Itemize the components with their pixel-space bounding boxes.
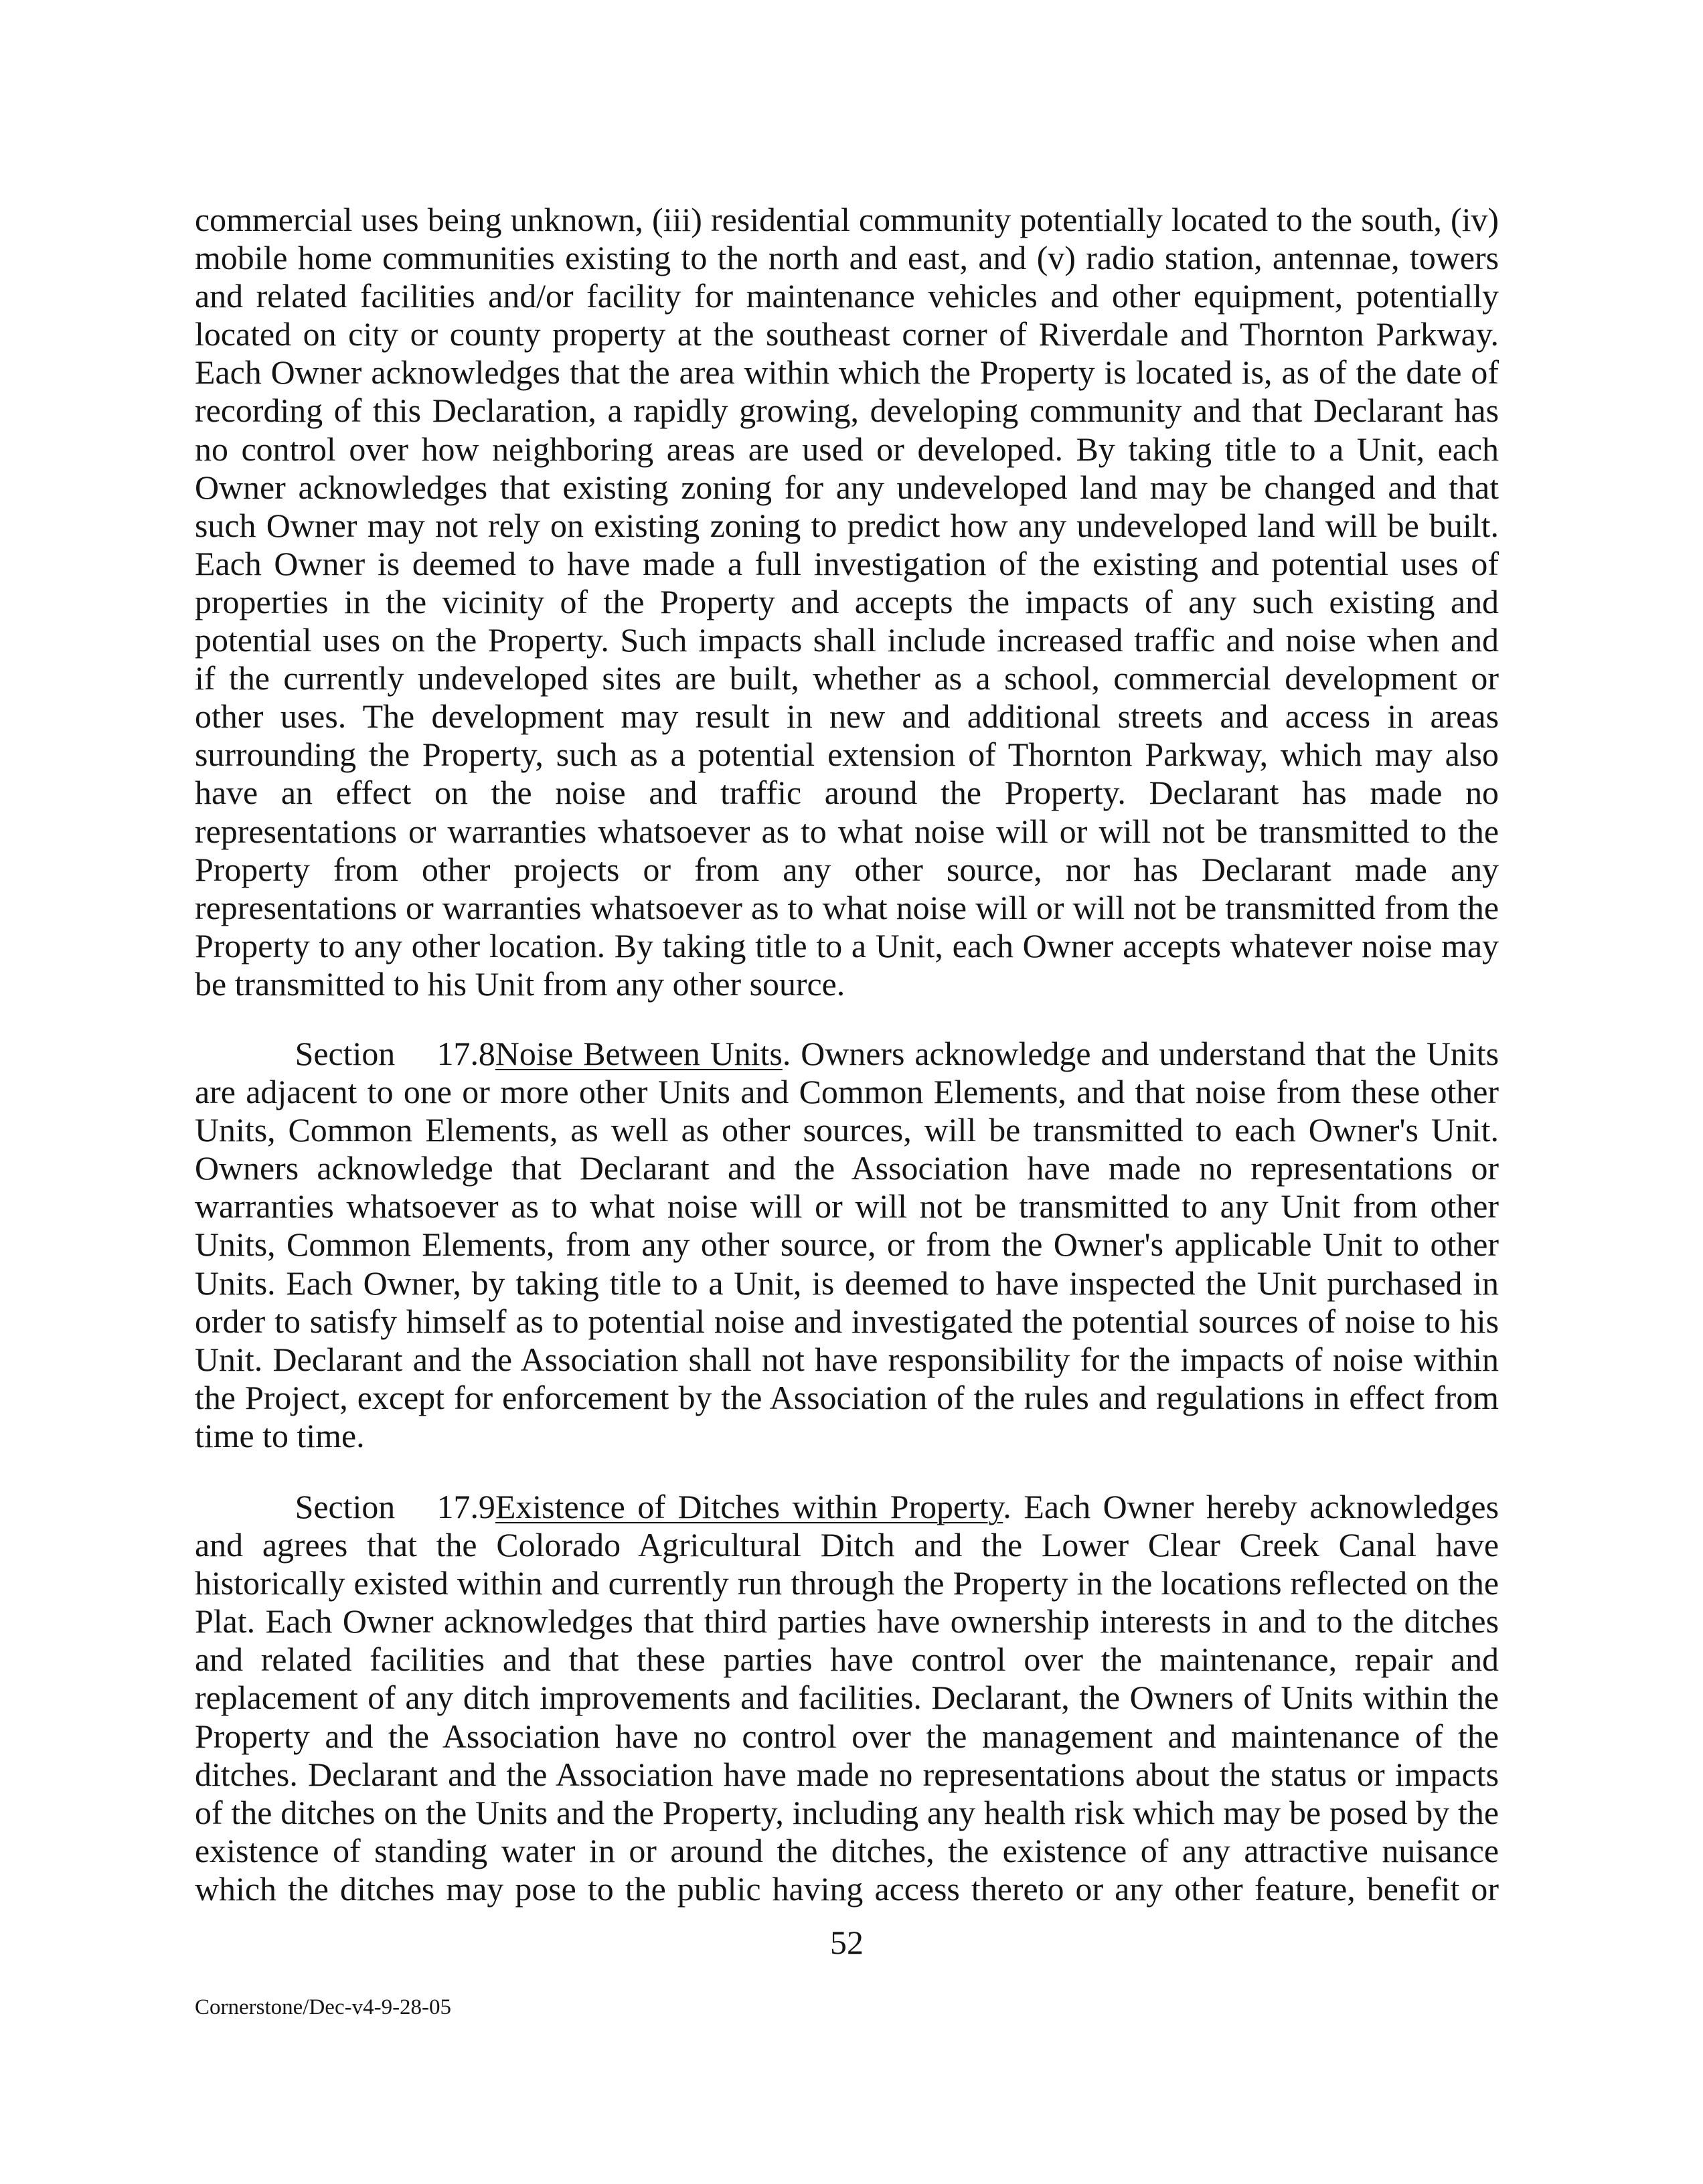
text-line: be transmitted to his Unit from any other source. (195, 965, 845, 1003)
text-run: . Each Owner hereby acknowledges (1003, 1489, 1499, 1525)
text-line: have an effect on the noise and traffic around the Property. Declarant has made no (195, 774, 1499, 812)
text-line: Owners acknowledge that Declarant and the Association have made no representations or (195, 1150, 1499, 1187)
section-first-line (195, 1488, 1499, 1526)
text-line: time to time. (195, 1417, 365, 1454)
text-line: representations or warranties whatsoever as to what noise will or will not be transmitted to the (195, 813, 1499, 850)
text-line: located on city or county property at the southeast corner of Riverdale and Thornton Parkway. (195, 316, 1499, 353)
text-line: surrounding the Property, such as a potential extension of Thornton Parkway, which may also (195, 736, 1499, 774)
section-heading: Existence of Ditches within Property (495, 1489, 1003, 1525)
text-line: ditches. Declarant and the Association have made no representations about the status or impacts (195, 1756, 1499, 1793)
text-line: Units. Each Owner, by taking title to a Unit, is deemed to have inspected the Unit purchased in (195, 1264, 1499, 1302)
text-line: replacement of any ditch improvements and facilities. Declarant, the Owners of Units within the (195, 1679, 1499, 1717)
text-line: potential uses on the Property. Such impacts shall include increased traffic and noise when and (195, 622, 1499, 659)
text-line: warranties whatsoever as to what noise will or will not be transmitted to any Unit from other (195, 1188, 1499, 1226)
text-line: properties in the vicinity of the Property and accepts the impacts of any such existing and (195, 583, 1499, 620)
text-line: of the ditches on the Units and the Property, including any health risk which may be posed by the (195, 1794, 1499, 1831)
text-line: no control over how neighboring areas are used or developed. By taking title to a Unit, each (195, 430, 1499, 468)
text-line: Property from other projects or from any other source, nor has Declarant made any (195, 851, 1499, 888)
section-number: Section 17.9 (295, 1489, 495, 1525)
text-line: Unit. Declarant and the Association shall not have responsibility for the impacts of noise within (195, 1341, 1499, 1378)
text-line: Units, Common Elements, as well as other sources, will be transmitted to each Owner's Unit. (195, 1112, 1499, 1149)
continuation-paragraph (195, 201, 1499, 1003)
page-number: 52 (830, 1924, 864, 1961)
text-line: other uses. The development may result in new and additional streets and access in areas (195, 698, 1499, 736)
text-line: the Project, except for enforcement by the Association of the rules and regulations in effect from (195, 1379, 1499, 1416)
text-run: . Owners acknowledge and understand that the Units (782, 1035, 1499, 1072)
text-line: such Owner may not rely on existing zoning to predict how any undeveloped land will be built. (195, 507, 1499, 544)
section-17-8 (195, 1035, 1499, 1455)
text-line: which the ditches may pose to the public having access thereto or any other feature, benefit or (195, 1870, 1499, 1908)
text-line: historically existed within and currently run through the Property in the locations reflected on the (195, 1565, 1499, 1602)
text-line: commercial uses being unknown, (iii) residential community potentially located to the south, (iv) (195, 201, 1499, 238)
document-footer-id: Cornerstone/Dec-v4-9-28-05 (195, 1995, 452, 2019)
text-line: and agrees that the Colorado Agricultural Ditch and the Lower Clear Creek Canal have (195, 1527, 1499, 1564)
text-line: representations or warranties whatsoever as to what noise will or will not be transmitted from the (195, 889, 1499, 926)
text-line: Property to any other location. By taking title to a Unit, each Owner accepts whatever noise may (195, 927, 1499, 964)
text-line: are adjacent to one or more other Units and Common Elements, and that noise from these other (195, 1074, 1499, 1111)
text-line: Owner acknowledges that existing zoning for any undeveloped land may be changed and that (195, 469, 1499, 506)
text-line: recording of this Declaration, a rapidly growing, developing community and that Declarant has (195, 392, 1499, 430)
text-line: Property and the Association have no control over the management and maintenance of the (195, 1717, 1499, 1755)
text-line: Each Owner is deemed to have made a full investigation of the existing and potential uses of (195, 545, 1499, 582)
section-17-9 (195, 1488, 1499, 1908)
section-number: Section 17.8 (295, 1035, 495, 1072)
text-line: order to satisfy himself as to potential noise and investigated the potential sources of noise to his (195, 1303, 1499, 1340)
section-heading: Noise Between Units (495, 1035, 783, 1072)
text-line: Each Owner acknowledges that the area within which the Property is located is, as of the date of (195, 354, 1499, 392)
text-line: Units, Common Elements, from any other source, or from the Owner's applicable Unit to other (195, 1226, 1499, 1264)
text-line: and related facilities and that these parties have control over the maintenance, repair and (195, 1641, 1499, 1679)
text-line: existence of standing water in or around the ditches, the existence of any attractive nuisance (195, 1832, 1499, 1869)
text-line: if the currently undeveloped sites are built, whether as a school, commercial development or (195, 660, 1499, 697)
section-first-line (195, 1035, 1499, 1073)
text-line: Plat. Each Owner acknowledges that third parties have ownership interests in and to the ditches (195, 1603, 1499, 1641)
text-line: and related facilities and/or facility for maintenance vehicles and other equipment, potentially (195, 278, 1499, 315)
text-line: mobile home communities existing to the north and east, and (v) radio station, antennae, towers (195, 240, 1499, 277)
